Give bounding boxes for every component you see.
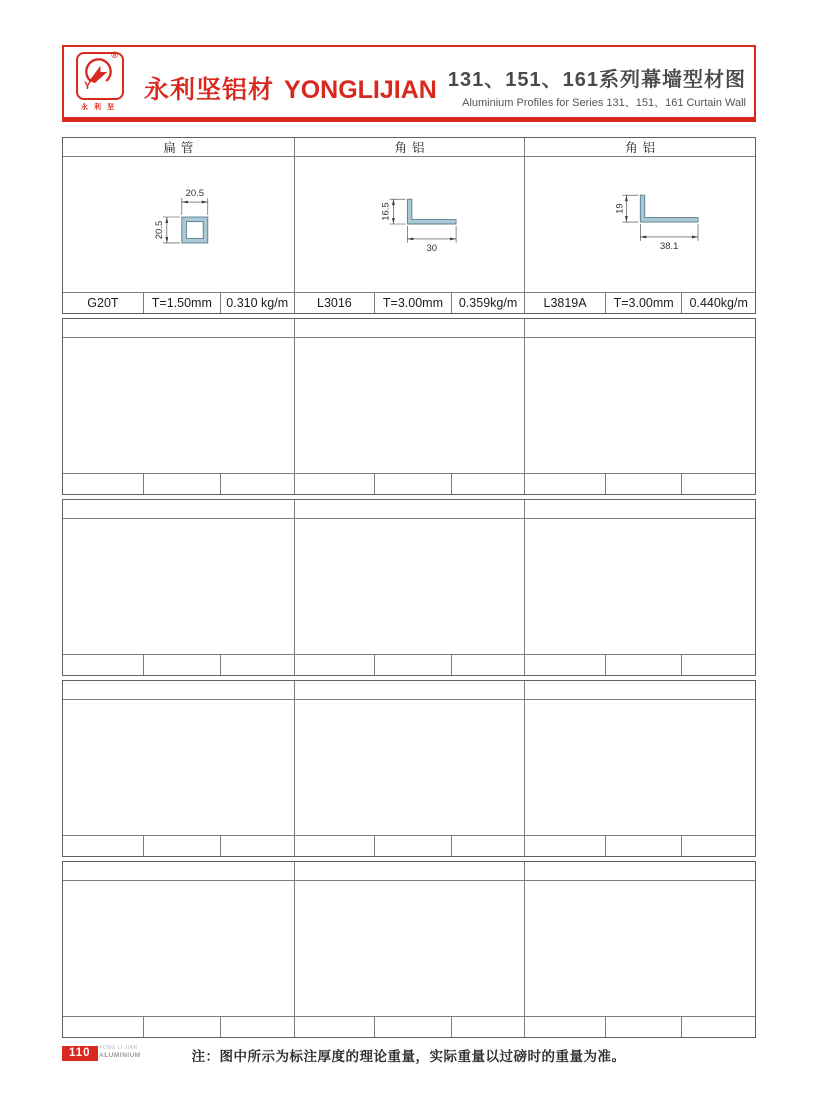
empty-label-row — [63, 654, 755, 675]
angle-drawing — [525, 157, 755, 292]
empty-label-cell — [451, 474, 524, 494]
empty-header-cell — [63, 862, 294, 880]
registered-trademark-icon: ® — [111, 50, 118, 60]
empty-label-group — [524, 836, 755, 856]
empty-label-cell — [143, 1017, 220, 1037]
block1-drawing-row — [63, 156, 755, 292]
empty-drawing-row — [63, 699, 755, 835]
profile-weight: 0.310 kg/m — [220, 293, 294, 313]
company-logo — [76, 52, 136, 112]
empty-label-row — [63, 835, 755, 856]
drawing-cell-l3819a — [524, 157, 755, 292]
footer-brand-name: YONG LI JIAN — [99, 1045, 138, 1051]
footer-brand — [99, 1046, 141, 1059]
empty-drawing-row — [63, 518, 755, 654]
empty-label-row — [63, 473, 755, 494]
profile-thickness: T=3.00mm — [605, 293, 682, 313]
page-number-badge: 110 — [62, 1046, 98, 1061]
drawing-cell-l3016 — [294, 157, 525, 292]
empty-label-cell — [525, 1017, 604, 1037]
empty-drawing-cell — [524, 519, 755, 654]
empty-label-cell — [295, 655, 374, 675]
empty-label-cell — [374, 836, 451, 856]
dimension-label-bottom: 38.1 — [660, 240, 679, 252]
profile-code: G20T — [87, 296, 119, 310]
column-header-angle-2: 角铝 — [524, 138, 755, 156]
empty-label-cell — [220, 655, 294, 675]
logo-emblem — [76, 52, 124, 100]
empty-label-group — [524, 474, 755, 494]
empty-drawing-cell — [63, 700, 294, 835]
empty-label-group — [63, 1017, 294, 1037]
empty-label-cell — [681, 1017, 754, 1037]
angle-drawing — [295, 157, 525, 292]
empty-label-group — [294, 655, 525, 675]
empty-label-group — [294, 836, 525, 856]
empty-header-row — [63, 500, 755, 518]
empty-header-cell — [294, 862, 525, 880]
empty-drawing-cell — [294, 519, 525, 654]
square-tube-drawing — [63, 157, 294, 292]
empty-drawing-row — [63, 880, 755, 1016]
empty-drawing-cell — [524, 338, 755, 473]
empty-label-cell — [295, 836, 374, 856]
empty-drawing-cell — [63, 519, 294, 654]
empty-header-cell — [294, 681, 525, 699]
empty-label-cell — [525, 836, 604, 856]
profile-block-empty — [62, 861, 756, 1038]
page-subtitle: Aluminium Profiles for Series 131、151、161 Curtain Wall — [462, 97, 746, 109]
empty-label-group — [294, 1017, 525, 1037]
empty-label-cell — [63, 1017, 143, 1037]
page-title: 131、151、161系列幕墙型材图 — [447, 69, 746, 91]
empty-label-cell — [374, 655, 451, 675]
label-group-l3016 — [294, 293, 525, 313]
footer-note: 注：图中所示为标注厚度的理论重量，实际重量以过磅时的重量为准。 — [191, 1049, 626, 1064]
dimension-label-bottom: 30 — [426, 242, 437, 254]
empty-drawing-row — [63, 337, 755, 473]
empty-label-cell — [295, 1017, 374, 1037]
block1-header-row — [63, 138, 755, 156]
dimension-label-left: 16.5 — [380, 202, 392, 221]
empty-label-cell — [451, 836, 524, 856]
label-group-g20t — [63, 293, 294, 313]
empty-label-cell — [143, 474, 220, 494]
empty-label-group — [63, 474, 294, 494]
block1-label-row — [63, 292, 755, 313]
label-group-l3819a — [524, 293, 755, 313]
empty-header-cell — [63, 681, 294, 699]
column-header-angle-1: 角铝 — [294, 138, 525, 156]
empty-drawing-cell — [294, 881, 525, 1016]
empty-label-cell — [525, 474, 604, 494]
empty-label-cell — [451, 655, 524, 675]
empty-label-cell — [220, 1017, 294, 1037]
profile-thickness: T=3.00mm — [374, 293, 451, 313]
page-footer — [0, 1045, 817, 1067]
empty-drawing-cell — [524, 881, 755, 1016]
empty-header-cell — [63, 319, 294, 337]
empty-label-cell — [63, 836, 143, 856]
empty-drawing-cell — [63, 881, 294, 1016]
brand-name-en: YONGLIJIAN — [284, 76, 437, 104]
profile-table — [62, 137, 756, 1042]
empty-label-group — [294, 474, 525, 494]
dimension-label-left: 20.5 — [153, 220, 165, 240]
dimension-label-top: 20.5 — [185, 188, 205, 200]
empty-header-cell — [294, 319, 525, 337]
empty-label-cell — [63, 474, 143, 494]
empty-label-cell — [220, 474, 294, 494]
footer-brand-aluminium: ALUMINIUM — [99, 1051, 141, 1059]
empty-label-cell — [295, 474, 374, 494]
empty-label-group — [524, 1017, 755, 1037]
empty-label-cell — [143, 655, 220, 675]
page-title-group — [448, 63, 746, 110]
profile-weight: 0.440kg/m — [681, 293, 754, 313]
empty-drawing-cell — [524, 700, 755, 835]
empty-label-group — [524, 655, 755, 675]
empty-label-cell — [143, 836, 220, 856]
empty-drawing-cell — [294, 700, 525, 835]
profile-code: L3819A — [543, 296, 587, 310]
empty-label-cell — [374, 474, 451, 494]
empty-label-group — [63, 836, 294, 856]
empty-header-row — [63, 319, 755, 337]
profile-block-empty — [62, 318, 756, 495]
empty-header-cell — [524, 319, 755, 337]
profile-block-1 — [62, 137, 756, 314]
empty-label-cell — [681, 474, 754, 494]
brand-name-cn: 永利坚铝材 — [144, 76, 275, 104]
drawing-cell-g20t — [63, 157, 294, 292]
empty-label-cell — [451, 1017, 524, 1037]
profile-thickness: T=1.50mm — [143, 293, 220, 313]
empty-label-cell — [681, 655, 754, 675]
empty-label-cell — [605, 1017, 682, 1037]
page-header — [62, 45, 756, 122]
empty-label-cell — [374, 1017, 451, 1037]
empty-drawing-cell — [63, 338, 294, 473]
brand-name — [144, 70, 437, 106]
svg-text:Y: Y — [83, 80, 92, 93]
profile-block-empty — [62, 680, 756, 857]
empty-label-cell — [605, 836, 682, 856]
empty-header-row — [63, 862, 755, 880]
empty-label-cell — [605, 655, 682, 675]
profile-block-empty — [62, 499, 756, 676]
empty-label-group — [63, 655, 294, 675]
empty-label-cell — [605, 474, 682, 494]
empty-header-cell — [524, 500, 755, 518]
empty-header-cell — [524, 862, 755, 880]
empty-header-row — [63, 681, 755, 699]
empty-header-cell — [63, 500, 294, 518]
dimension-label-left: 19 — [614, 203, 626, 214]
empty-label-cell — [681, 836, 754, 856]
column-header-flat-tube: 扁管 — [163, 141, 199, 155]
empty-drawing-cell — [294, 338, 525, 473]
empty-header-cell — [524, 681, 755, 699]
empty-label-cell — [220, 836, 294, 856]
empty-label-cell — [525, 655, 604, 675]
empty-header-cell — [294, 500, 525, 518]
profile-weight: 0.359kg/m — [451, 293, 524, 313]
empty-label-row — [63, 1016, 755, 1037]
empty-label-cell — [63, 655, 143, 675]
logo-caption: 永利坚 — [81, 104, 120, 111]
profile-code: L3016 — [317, 296, 352, 310]
